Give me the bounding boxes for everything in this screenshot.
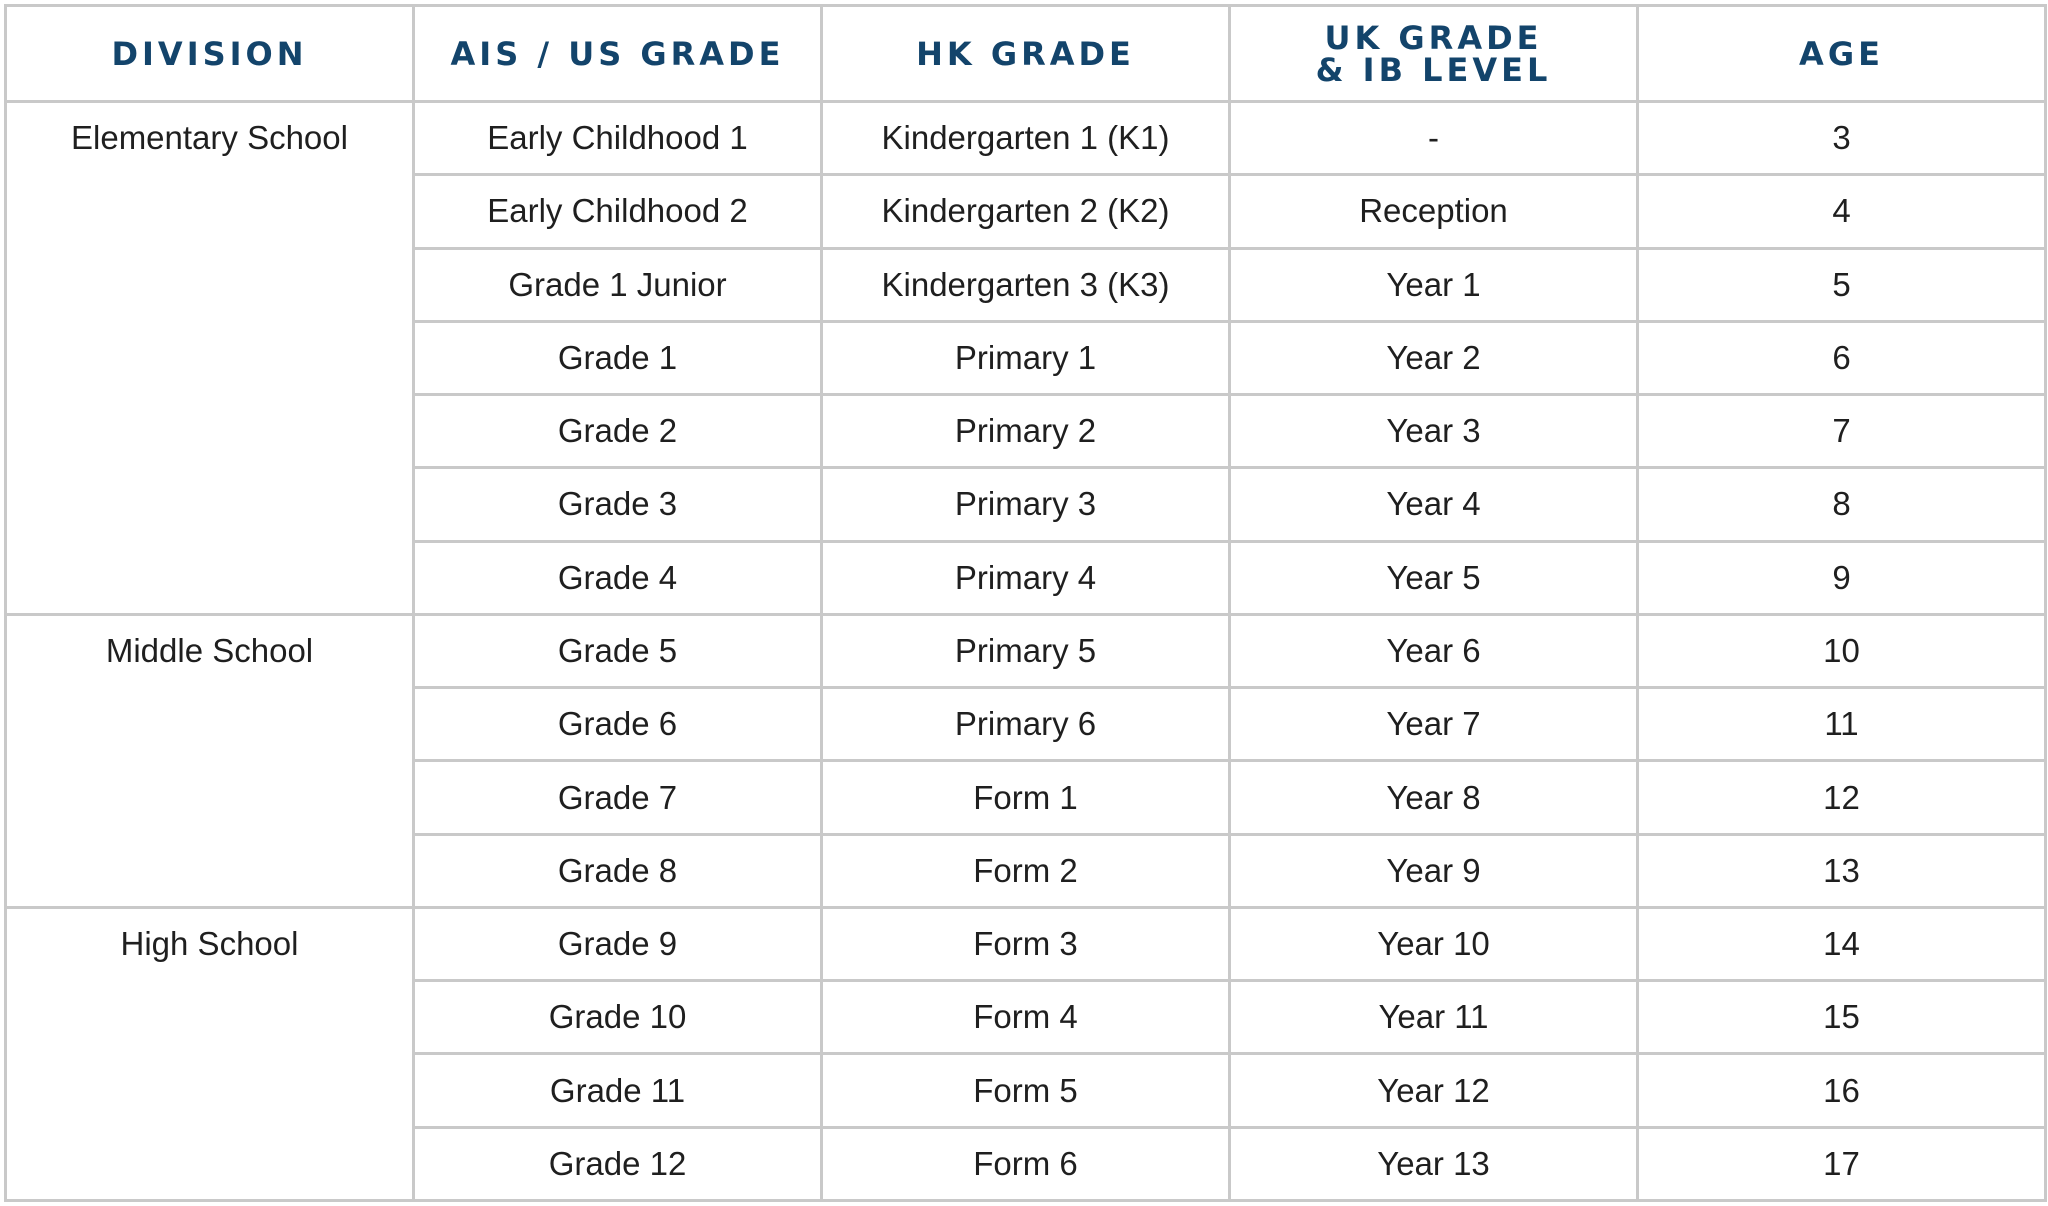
cell-us-grade: Grade 7 [414,761,822,834]
division-high: High School [6,907,414,1200]
header-ais-us-grade: AIS / US GRADE [414,6,822,102]
cell-age: 17 [1638,1127,2046,1200]
cell-age: 3 [1638,102,2046,175]
cell-uk-grade: Reception [1230,175,1638,248]
cell-us-grade: Grade 2 [414,395,822,468]
cell-hk-grade: Form 3 [822,907,1230,980]
cell-hk-grade: Form 4 [822,981,1230,1054]
cell-age: 15 [1638,981,2046,1054]
cell-age: 9 [1638,541,2046,614]
cell-hk-grade: Primary 3 [822,468,1230,541]
cell-hk-grade: Kindergarten 3 (K3) [822,248,1230,321]
cell-us-grade: Grade 1 [414,321,822,394]
cell-us-grade: Grade 4 [414,541,822,614]
cell-us-grade: Early Childhood 2 [414,175,822,248]
cell-hk-grade: Form 1 [822,761,1230,834]
cell-uk-grade: Year 10 [1230,907,1638,980]
cell-age: 8 [1638,468,2046,541]
cell-hk-grade: Primary 4 [822,541,1230,614]
table-row [6,614,2046,687]
cell-us-grade: Grade 1 Junior [414,248,822,321]
cell-uk-grade: Year 11 [1230,981,1638,1054]
cell-uk-grade: Year 9 [1230,834,1638,907]
cell-age: 12 [1638,761,2046,834]
header-row [6,6,2046,102]
cell-age: 4 [1638,175,2046,248]
cell-hk-grade: Primary 6 [822,688,1230,761]
division-elementary: Elementary School [6,102,414,615]
header-ib-level-line: & IB LEVEL [1315,50,1552,89]
header-hk-grade: HK GRADE [822,6,1230,102]
cell-uk-grade: Year 8 [1230,761,1638,834]
cell-us-grade: Grade 9 [414,907,822,980]
cell-age: 7 [1638,395,2046,468]
cell-age: 16 [1638,1054,2046,1127]
header-uk-ib-level [1230,6,1638,102]
cell-age: 5 [1638,248,2046,321]
header-division: DIVISION [6,6,414,102]
cell-hk-grade: Form 2 [822,834,1230,907]
table-row [6,907,2046,980]
cell-us-grade: Grade 8 [414,834,822,907]
division-middle: Middle School [6,614,414,907]
cell-us-grade: Grade 11 [414,1054,822,1127]
cell-uk-grade: Year 6 [1230,614,1638,687]
cell-hk-grade: Form 5 [822,1054,1230,1127]
cell-age: 14 [1638,907,2046,980]
cell-us-grade: Grade 12 [414,1127,822,1200]
cell-hk-grade: Kindergarten 2 (K2) [822,175,1230,248]
cell-uk-grade: Year 3 [1230,395,1638,468]
cell-uk-grade: - [1230,102,1638,175]
cell-uk-grade: Year 1 [1230,248,1638,321]
cell-us-grade: Grade 6 [414,688,822,761]
cell-us-grade: Early Childhood 1 [414,102,822,175]
cell-hk-grade: Primary 2 [822,395,1230,468]
table-body [6,102,2046,1201]
header-age: AGE [1638,6,2046,102]
cell-us-grade: Grade 10 [414,981,822,1054]
grade-comparison-table [4,4,2047,1202]
table-row [6,102,2046,175]
cell-hk-grade: Primary 5 [822,614,1230,687]
cell-age: 10 [1638,614,2046,687]
cell-uk-grade: Year 7 [1230,688,1638,761]
cell-uk-grade: Year 4 [1230,468,1638,541]
cell-uk-grade: Year 13 [1230,1127,1638,1200]
cell-age: 13 [1638,834,2046,907]
cell-age: 11 [1638,688,2046,761]
cell-uk-grade: Year 12 [1230,1054,1638,1127]
header-uk-grade-line: UK GRADE [1324,18,1543,57]
cell-us-grade: Grade 5 [414,614,822,687]
table-header [6,6,2046,102]
cell-us-grade: Grade 3 [414,468,822,541]
cell-hk-grade: Primary 1 [822,321,1230,394]
cell-age: 6 [1638,321,2046,394]
cell-hk-grade: Form 6 [822,1127,1230,1200]
cell-hk-grade: Kindergarten 1 (K1) [822,102,1230,175]
cell-uk-grade: Year 2 [1230,321,1638,394]
cell-uk-grade: Year 5 [1230,541,1638,614]
